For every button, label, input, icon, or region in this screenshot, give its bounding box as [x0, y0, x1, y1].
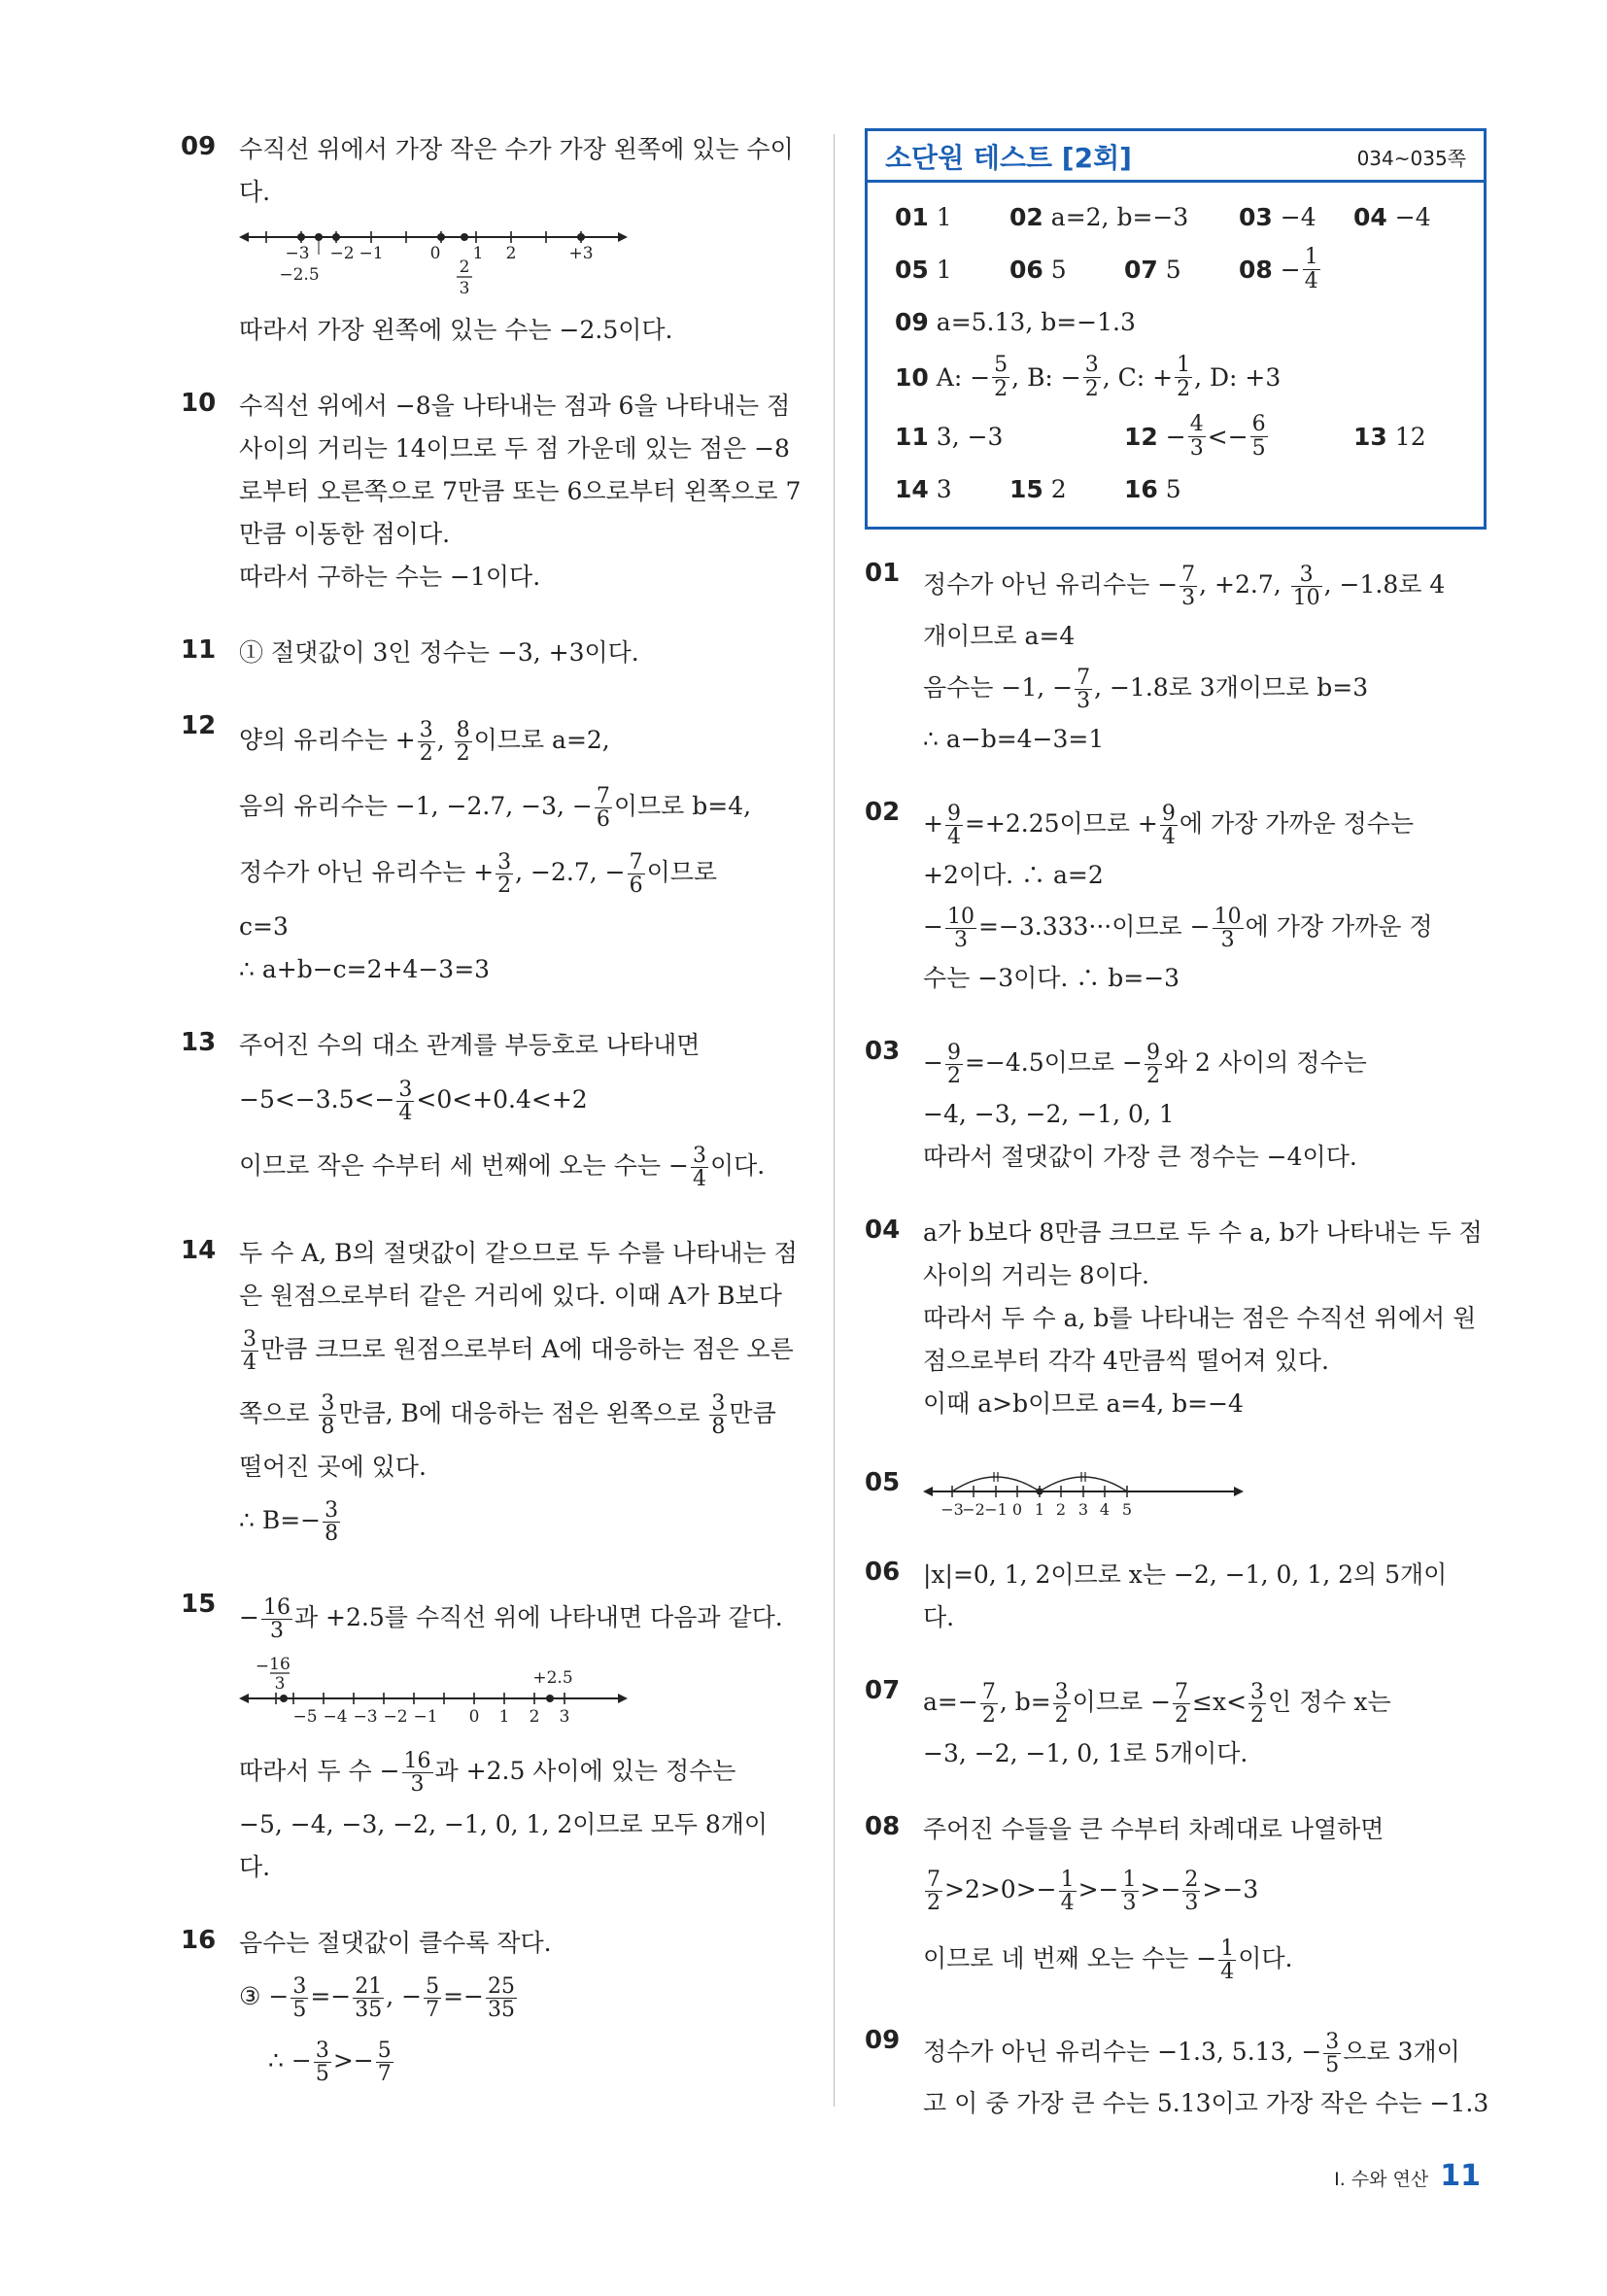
fraction: $\frac{16}{3}$ [262, 1594, 291, 1643]
fraction: $\frac{3}{2}$ [419, 717, 433, 766]
page-footer [1334, 2159, 1481, 2193]
fraction: $\frac{9}{4}$ [1161, 801, 1176, 849]
answer-box-body [868, 183, 1484, 527]
solution-line: 따라서 구하는 수는 −1이다. [239, 563, 541, 591]
fraction: $\frac{5}{7}$ [377, 2038, 392, 2086]
point-minus-16-3rds [280, 1695, 288, 1702]
solution-line: a=− $\frac{7}{2}$ , b= $\frac{3}{2}$ 이므로 − $\frac{7}{2}$ ≤x< $\frac{3}{2}$ 인 정수 x는 [923, 1679, 1391, 1728]
solution-line: $\frac{3}{4}$ 만큼 크므로 원점으로부터 A에 대응하는 점은 오른 [243, 1326, 794, 1375]
fraction: $\frac{3}{5}$ [292, 1973, 307, 2022]
tick-label: −1 [413, 1707, 438, 1727]
fraction: $\frac{6}{5}$ [1251, 412, 1266, 461]
solution-line: −3, −2, −1, 0, 1로 5개이다. [923, 1739, 1248, 1767]
fraction: $\frac{7}{6}$ [629, 849, 643, 898]
tick-label: +3 [568, 244, 594, 263]
solution-11-left [181, 632, 803, 674]
point-label-denominator: 3 [274, 1674, 286, 1694]
tick-label: −3 [940, 1500, 964, 1519]
left-column [181, 128, 803, 2126]
solution-10-left [181, 385, 803, 599]
solution-line: a가 b보다 8만큼 크므로 두 수 a, b가 나타내는 두 점 [923, 1218, 1483, 1247]
answer-10: 10 A: − $\frac{5}{2}$ , B: − $\frac{3}{2}$ , C: + $\frac{1}{2}$ , D: +3 [895, 353, 1282, 401]
answer-01: 01 1 [895, 202, 952, 231]
problem-number: 07 [865, 1676, 901, 1705]
problem-number: 13 [181, 1028, 217, 1057]
solution-02-right [865, 794, 1487, 1000]
solution-line: 이므로 네 번째 오는 수는 − $\frac{1}{4}$ 이다. [923, 1936, 1293, 1984]
answer-04: 04 −4 [1353, 202, 1431, 231]
solution-line: 고 이 중 가장 큰 수는 5.13이고 가장 작은 수는 −1.3 [923, 2089, 1489, 2117]
fraction: $\frac{7}{2}$ [927, 1867, 940, 1915]
tick-label: −1 [359, 244, 384, 263]
footer-section-title: Ⅰ. 수와 연산 [1334, 2169, 1429, 2190]
point-label-sign: − [255, 1657, 270, 1676]
fraction: $\frac{9}{4}$ [946, 801, 961, 849]
solution-09-right [865, 2022, 1487, 2125]
fraction: $\frac{3}{4}$ [243, 1326, 256, 1375]
fraction: $\frac{5}{2}$ [994, 353, 1009, 401]
fraction: $\frac{9}{2}$ [1145, 1040, 1160, 1088]
problem-number: 14 [181, 1236, 217, 1265]
solution-line: 정수가 아닌 유리수는 −1.3, 5.13, − $\frac{3}{5}$ 으로 3개이 [923, 2029, 1460, 2077]
solution-line: 개이므로 a=4 [923, 622, 1076, 650]
solution-line: 주어진 수들을 큰 수부터 차례대로 나열하면 [923, 1815, 1385, 1843]
tick-label: 1 [498, 1707, 510, 1727]
solution-15-left [181, 1586, 803, 1889]
solution-line: − $\frac{9}{2}$ =−4.5이므로 − $\frac{9}{2}$ 와 2 사이의 정수는 [923, 1040, 1367, 1088]
fraction: $\frac{1}{4}$ [1304, 245, 1318, 293]
solution-line: 주어진 수의 대소 관계를 부등호로 나타내면 [239, 1031, 701, 1059]
tick-label: −2 [383, 1707, 408, 1727]
fraction: $\frac{3}{8}$ [325, 1497, 339, 1546]
tick-label: −1 [984, 1500, 1008, 1519]
fraction: $\frac{9}{2}$ [946, 1040, 961, 1088]
solution-13-left [181, 1024, 803, 1199]
solution-line: + $\frac{9}{4}$ =+2.25이므로 + $\frac{9}{4}$ 에 가장 가까운 정수는 [923, 801, 1415, 849]
solution-14-left [181, 1232, 803, 1553]
problem-number: 08 [865, 1812, 901, 1841]
tick-label: −2 [962, 1500, 985, 1519]
fraction: $\frac{3}{5}$ [315, 2038, 329, 2086]
solution-line: 따라서 가장 왼쪽에 있는 수는 −2.5이다. [239, 316, 673, 344]
solution-09-left [181, 128, 803, 352]
number-line-figure [239, 1656, 628, 1728]
point-plus-2-5 [546, 1695, 554, 1702]
solution-line: 정수가 아닌 유리수는 − $\frac{7}{3}$ , +2.7, $\frac{3}{10}$ , −1.8로 4 [923, 562, 1446, 610]
answer-box-pages: 034~035쪽 [1356, 146, 1466, 170]
problem-number: 16 [181, 1926, 217, 1955]
solution-03-right [865, 1033, 1487, 1179]
point-2-3rds [461, 233, 468, 241]
point-label-denominator: 3 [459, 279, 470, 297]
solution-line: ∴ − $\frac{3}{5}$ >− $\frac{5}{7}$ [268, 2038, 392, 2086]
answer-11: 11 3, −3 [895, 422, 1004, 451]
tick-label: −3 [285, 244, 310, 263]
fraction: $\frac{1}{2}$ [1177, 353, 1191, 401]
fraction: $\frac{3}{10}$ [1292, 562, 1320, 610]
solution-line: −5<−3.5<− $\frac{3}{4}$ <0<+0.4<+2 [239, 1077, 588, 1125]
tick-label: −4 [323, 1707, 348, 1727]
problem-number: 09 [181, 132, 217, 161]
answer-16: 16 5 [1124, 474, 1181, 503]
tick-label: −2 [329, 244, 355, 263]
number-line-figure [923, 1458, 1244, 1521]
fraction: $\frac{1}{3}$ [1122, 1867, 1137, 1915]
fraction: $\frac{3}{2}$ [1084, 353, 1099, 401]
fraction: $\frac{16}{3}$ [403, 1748, 431, 1797]
fraction: $\frac{10}{3}$ [1214, 904, 1242, 952]
problem-number: 01 [865, 559, 901, 588]
tick-label: −3 [353, 1707, 378, 1727]
tick-label: 0 [1011, 1500, 1023, 1519]
fraction: $\frac{3}{4}$ [398, 1077, 413, 1125]
problem-number: 09 [865, 2026, 901, 2055]
point-plus-3 [577, 233, 585, 241]
problem-number: 03 [865, 1037, 901, 1066]
page-number: 11 [1440, 2159, 1481, 2193]
solution-line: 두 수 A, B의 절댓값이 같으므로 두 수를 나타내는 점 [239, 1239, 798, 1267]
solution-line: ∴ B=− $\frac{3}{8}$ [239, 1497, 339, 1546]
fraction: $\frac{7}{2}$ [1175, 1679, 1189, 1728]
fraction: $\frac{1}{4}$ [1060, 1867, 1075, 1915]
fraction: $\frac{3}{2}$ [1054, 1679, 1069, 1728]
problem-number: 10 [181, 389, 217, 418]
fraction: $\frac{3}{2}$ [497, 849, 512, 898]
fraction: $\frac{21}{35}$ [355, 1973, 383, 2022]
solution-line: |x|=0, 1, 2이므로 x는 −2, −1, 0, 1, 2의 5개이 [923, 1560, 1448, 1589]
right-column [865, 128, 1487, 2158]
answer-07: 07 5 [1124, 255, 1181, 284]
solution-line: 따라서 두 수 − $\frac{16}{3}$ 과 +2.5 사이에 있는 정수는 [239, 1748, 736, 1797]
solution-line: 따라서 절댓값이 가장 큰 정수는 −4이다. [923, 1143, 1357, 1171]
point-label: −2.5 [279, 265, 320, 285]
solution-line: ① 절댓값이 3인 정수는 −3, +3이다. [239, 638, 639, 667]
answer-08: 08 − $\frac{1}{4}$ [1239, 245, 1318, 293]
fraction: $\frac{2}{3}$ [1184, 1867, 1199, 1915]
solution-01-right [865, 555, 1487, 761]
solution-line: 은 원점으로부터 같은 거리에 있다. 이때 A가 B보다 [239, 1282, 782, 1310]
solution-07-right [865, 1672, 1487, 1775]
problem-number: 12 [181, 711, 217, 740]
solution-line: 다. [239, 178, 271, 206]
point-0 [437, 233, 445, 241]
solution-line: 로부터 오른쪽으로 7만큼 또는 6으로부터 왼쪽으로 7 [239, 477, 802, 505]
solution-line: 따라서 두 수 a, b를 나타내는 점은 수직선 위에서 원 [923, 1304, 1477, 1332]
solution-line: 사이의 거리는 8이다. [923, 1261, 1149, 1289]
fraction: $\frac{3}{2}$ [1250, 1679, 1265, 1728]
solution-line: 수직선 위에서 가장 작은 수가 가장 왼쪽에 있는 수이 [239, 135, 794, 163]
tick-label: 3 [1077, 1500, 1089, 1519]
solution-line: 사이의 거리는 14이므로 두 점 가운데 있는 점은 −8 [239, 434, 790, 463]
solution-line: 만큼 이동한 점이다. [239, 520, 451, 548]
fraction: $\frac{3}{8}$ [321, 1390, 335, 1439]
point-minus-2 [332, 233, 340, 241]
tick-label: −5 [292, 1707, 318, 1727]
solution-16-left [181, 1922, 803, 2093]
answer-row [895, 464, 1456, 513]
answer-14: 14 3 [895, 474, 952, 503]
fraction: $\frac{25}{35}$ [487, 1973, 515, 2022]
point-label: +2.5 [532, 1668, 573, 1688]
point-minus-2-5 [315, 233, 323, 241]
fraction: $\frac{4}{3}$ [1189, 412, 1204, 461]
solution-line: 음수는 절댓값이 클수록 작다. [239, 1929, 552, 1957]
answer-row [895, 192, 1456, 241]
tick-label: 2 [529, 1707, 540, 1727]
solution-line: 수는 −3이다. ∴ b=−3 [923, 964, 1180, 992]
fraction: $\frac{8}{2}$ [456, 717, 470, 766]
solution-line: −4, −3, −2, −1, 0, 1 [923, 1100, 1175, 1128]
problem-number: 02 [865, 798, 901, 827]
solution-08-right [865, 1808, 1487, 1989]
tick-label: 2 [1055, 1500, 1067, 1519]
solution-06-right [865, 1554, 1487, 1639]
column-divider [834, 134, 835, 2107]
answer-12: 12 − $\frac{4}{3}$ <− $\frac{6}{5}$ [1124, 412, 1266, 461]
solution-12-left [181, 707, 803, 991]
answer-box-title: 소단원 테스트 [2회] [885, 142, 1132, 174]
solution-line: 이므로 작은 수부터 세 번째에 오는 수는 − $\frac{3}{4}$ 이다. [239, 1143, 766, 1191]
solution-line: c=3 [239, 912, 289, 941]
answer-box-header [868, 131, 1484, 183]
solution-line: ∴ a−b=4−3=1 [923, 725, 1105, 753]
solution-line: 이때 a>b이므로 a=4, b=−4 [923, 1389, 1244, 1418]
tick-label: 3 [559, 1707, 570, 1727]
problem-number: 15 [181, 1590, 217, 1619]
solution-line: ∴ a+b−c=2+4−3=3 [239, 955, 491, 983]
answer-06: 06 5 [1009, 255, 1067, 284]
fraction: $\frac{7}{2}$ [981, 1679, 996, 1728]
answer-02: 02 a=2, b=−3 [1009, 202, 1189, 231]
solution-line: 음의 유리수는 −1, −2.7, −3, − $\frac{7}{6}$ 이므로 b=4, [239, 783, 752, 832]
number-line-figure [239, 220, 628, 297]
solution-line: 쪽으로 $\frac{3}{8}$ 만큼, B에 대응하는 점은 왼쪽으로 $\frac{3}{8}$ 만큼 [239, 1390, 776, 1439]
tick-label: 1 [472, 244, 484, 263]
solution-line: 점으로부터 각각 4만큼씩 떨어져 있다. [923, 1347, 1329, 1375]
answer-05: 05 1 [895, 255, 952, 284]
answer-09: 09 a=5.13, b=−1.3 [895, 307, 1136, 336]
point-label-numerator: 2 [459, 257, 470, 277]
solution-line: 떨어진 곳에 있다. [239, 1453, 427, 1481]
problem-number: 04 [865, 1216, 901, 1245]
solution-line: 정수가 아닌 유리수는 + $\frac{3}{2}$ , −2.7, − $\frac{7}{6}$ 이므로 [239, 849, 718, 898]
fraction: $\frac{7}{3}$ [1181, 562, 1196, 610]
answer-row [895, 241, 1456, 297]
solution-line: 다. [923, 1603, 955, 1631]
fraction: $\frac{7}{3}$ [1077, 665, 1091, 713]
answer-13: 13 12 [1353, 422, 1426, 451]
tick-label: 0 [468, 1707, 480, 1727]
fraction: $\frac{7}{6}$ [596, 783, 610, 832]
fraction: $\frac{3}{8}$ [711, 1390, 726, 1439]
solution-line: − $\frac{16}{3}$ 과 +2.5를 수직선 위에 나타내면 다음과 같다. [239, 1594, 783, 1643]
solution-line: 수직선 위에서 −8을 나타내는 점과 6을 나타내는 점 [239, 392, 791, 420]
problem-number: 11 [181, 635, 217, 665]
tick-label: 0 [429, 244, 441, 263]
problem-number: 06 [865, 1558, 901, 1587]
fraction: $\frac{3}{5}$ [1325, 2029, 1340, 2077]
solution-line: 음수는 −1, − $\frac{7}{3}$ , −1.8로 3개이므로 b=3 [923, 665, 1369, 713]
solution-line: ③ − $\frac{3}{5}$ =− $\frac{21}{35}$ , − $\frac{5}{7}$ =− $\frac{25}{35}$ [239, 1973, 515, 2022]
tick-label: 5 [1121, 1500, 1133, 1519]
solution-line: 다. [239, 1853, 271, 1881]
solution-line: +2이다. ∴ a=2 [923, 861, 1104, 889]
answer-row [895, 297, 1456, 346]
tick-label: 2 [505, 244, 517, 263]
solution-line: −5, −4, −3, −2, −1, 0, 1, 2이므로 모두 8개이 [239, 1810, 769, 1838]
point-1 [1037, 1489, 1043, 1495]
solution-04-right [865, 1212, 1487, 1425]
fraction: $\frac{1}{4}$ [1220, 1936, 1235, 1984]
answer-summary-box [865, 128, 1487, 530]
fraction: $\frac{10}{3}$ [946, 904, 974, 952]
tick-label: 4 [1099, 1500, 1111, 1519]
solution-05-right [865, 1458, 1487, 1521]
solution-line: $\frac{7}{2}$ >2>0>− $\frac{1}{4}$ >− $\frac{1}{3}$ >− $\frac{2}{3}$ >−3 [927, 1867, 1259, 1915]
point-minus-3 [297, 233, 305, 241]
fraction: $\frac{3}{4}$ [692, 1143, 706, 1191]
problem-number: 05 [865, 1468, 901, 1497]
tick-label: 1 [1034, 1500, 1045, 1519]
answer-15: 15 2 [1009, 474, 1067, 503]
solution-line: − $\frac{10}{3}$ =−3.333···이므로 − $\frac{10}{3}$ 에 가장 가까운 정 [923, 904, 1433, 952]
fraction: $\frac{5}{7}$ [426, 1973, 440, 2022]
point-label-numerator: 16 [269, 1656, 291, 1674]
answer-row [895, 408, 1456, 464]
solution-line: 양의 유리수는 + $\frac{3}{2}$ , $\frac{8}{2}$ 이므로 a=2, [239, 717, 610, 766]
answer-03: 03 −4 [1239, 202, 1316, 231]
answer-row [895, 346, 1456, 408]
